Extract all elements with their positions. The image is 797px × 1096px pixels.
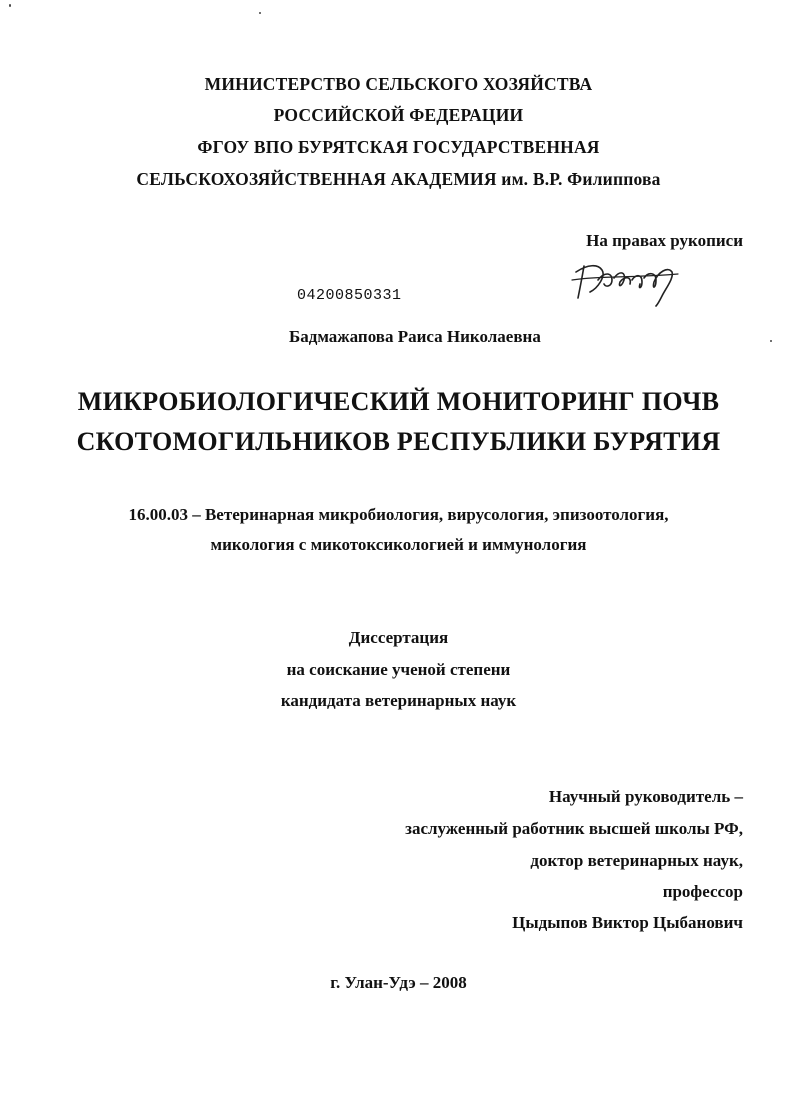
thesis-title-line-1: МИКРОБИОЛОГИЧЕСКИЙ МОНИТОРИНГ ПОЧВ [77, 387, 720, 416]
supervisor-line-2: заслуженный работник высшей школы РФ, [405, 819, 743, 838]
place-and-year: г. Улан-Удэ – 2008 [330, 973, 467, 992]
scan-speck [259, 12, 261, 14]
handwritten-signature [568, 258, 688, 310]
specialty-line-2: микология с микотоксикологией и иммунология [210, 535, 587, 554]
manuscript-rights-note: На правах рукописи [586, 231, 743, 250]
supervisor-line-4: профессор [662, 882, 743, 901]
supervisor-line-3: доктор ветеринарных наук, [530, 851, 743, 870]
supervisor-line-5: Цыдыпов Виктор Цыбанович [512, 913, 743, 932]
scan-speck [9, 4, 11, 7]
registry-number: 04200850331 [297, 287, 402, 304]
degree-line-2: на соискание ученой степени [286, 660, 511, 679]
institution-line-1: МИНИСТЕРСТВО СЕЛЬСКОГО ХОЗЯЙСТВА [204, 74, 593, 94]
institution-line-4: СЕЛЬСКОХОЗЯЙСТВЕННАЯ АКАДЕМИЯ им. В.Р. Филиппова [136, 169, 661, 189]
institution-line-2: РОССИЙСКОЙ ФЕДЕРАЦИИ [273, 105, 524, 125]
author-name: Бадмажапова Раиса Николаевна [289, 327, 541, 346]
degree-line-3: кандидата ветеринарных наук [280, 691, 517, 710]
specialty-line-1: 16.00.03 – Ветеринарная микробиология, вирусология, эпизоотология, [128, 505, 669, 524]
scan-speck [770, 340, 772, 342]
degree-line-1: Диссертация [348, 628, 449, 647]
supervisor-line-1: Научный руководитель – [548, 787, 743, 806]
thesis-title-line-2: СКОТОМОГИЛЬНИКОВ РЕСПУБЛИКИ БУРЯТИЯ [76, 427, 721, 456]
institution-line-3: ФГОУ ВПО БУРЯТСКАЯ ГОСУДАРСТВЕННАЯ [197, 137, 600, 157]
